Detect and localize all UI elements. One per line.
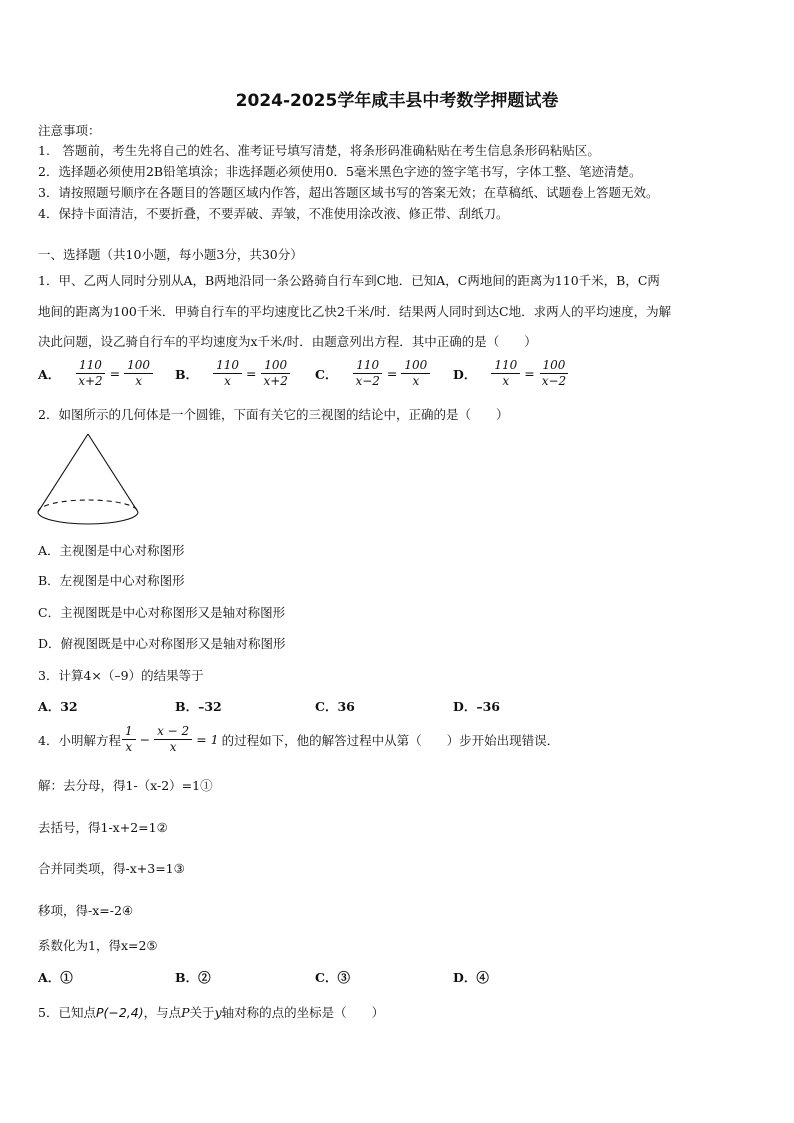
q4-option-b[interactable]: B．② (175, 970, 211, 985)
q1-option-a[interactable]: A． $\frac{110}{x+2}$ = $\frac{100}{x}$ (38, 358, 154, 389)
notice-heading: 注意事项： (38, 123, 101, 138)
q5-stem: 5．已知点P(−2,4)，与点P关于y轴对称的点的坐标是（ ） (38, 1005, 385, 1020)
fraction: $\frac{110}{x}$ (491, 358, 520, 389)
fraction: $\frac{1}{x}$ (122, 724, 136, 755)
option-label: C． (315, 366, 338, 382)
point-p-coords: P(−2,4) (95, 1005, 144, 1020)
option-label: D． (453, 366, 477, 382)
q1-option-c[interactable]: C． $\frac{110}{x-2}$ = $\frac{100}{x}$ (315, 358, 431, 389)
q4-step: 解：去分母，得1-（x-2）=1① (38, 778, 213, 793)
q4-step: 系数化为1，得x=2⑤ (38, 938, 158, 953)
q4-suffix: 的过程如下，他的解答过程中从第（ ）步开始出现错误． (221, 732, 560, 748)
q4-option-c[interactable]: C．③ (315, 970, 350, 985)
fraction: $\frac{110}{x+2}$ (75, 358, 105, 389)
q1-stem-line: 1．甲、乙两人同时分别从A，B两地沿同一条公路骑自行车到C地．已知A，C两地间的距离为110千米，B，C两 (38, 273, 660, 288)
q4-option-d[interactable]: D．④ (453, 970, 489, 985)
option-label: A． (38, 366, 61, 382)
q3-option-a[interactable]: A．32 (38, 699, 78, 714)
q1-option-b[interactable]: B． $\frac{110}{x}$ = $\frac{100}{x+2}$ (175, 358, 292, 389)
q4-prefix: 4．小明解方程 (38, 732, 121, 748)
fraction: $\frac{110}{x}$ (213, 358, 242, 389)
q1-stem-line: 决此问题，设乙骑自行车的平均速度为x千米/时．由题意列出方程．其中正确的是（ ） (38, 334, 537, 349)
fraction: $\frac{110}{x-2}$ (352, 358, 382, 389)
q2-option-b[interactable]: B．左视图是中心对称图形 (38, 573, 185, 588)
q2-option-c[interactable]: C．主视图既是中心对称图形又是轴对称图形 (38, 605, 286, 620)
page-title: 2024-2025学年咸丰县中考数学押题试卷 (235, 91, 559, 111)
notice-item: 1. 答题前，考生先将自己的姓名、准考证号填写清楚，将条形码准确粘贴在考生信息条形码粘贴区。 (38, 143, 600, 158)
q4-step: 合并同类项，得-x+3=1③ (38, 861, 185, 876)
q3-option-d[interactable]: D．–36 (453, 699, 500, 714)
q1-option-d[interactable]: D． $\frac{110}{x}$ = $\frac{100}{x-2}$ (453, 358, 570, 389)
q4-option-a[interactable]: A．① (38, 970, 73, 985)
q3-option-c[interactable]: C．36 (315, 699, 355, 714)
q2-option-d[interactable]: D．俯视图既是中心对称图形又是轴对称图形 (38, 636, 286, 651)
notice-item: 3．请按照题号顺序在各题目的答题区域内作答，超出答题区域书写的答案无效；在草稿纸、试题卷上答题无效。 (38, 185, 659, 200)
fraction: $\frac{x - 2}{x}$ (154, 724, 192, 755)
q1-stem-line: 地间的距离为100千米．甲骑自行车的平均速度比乙快2千米/时．结果两人同时到达C地．求两人的平均速度，为解 (38, 304, 672, 319)
q2-option-a[interactable]: A．主视图是中心对称图形 (38, 543, 185, 558)
fraction: $\frac{100}{x-2}$ (539, 358, 569, 389)
q3-option-b[interactable]: B．–32 (175, 699, 222, 714)
cone-figure (34, 428, 146, 532)
q3-stem: 3．计算4×（–9）的结果等于 (38, 668, 204, 683)
q4-step: 去括号，得1-x+2=1② (38, 820, 168, 835)
fraction: $\frac{100}{x+2}$ (260, 358, 290, 389)
section-heading: 一、选择题（共10小题，每小题3分，共30分） (38, 247, 303, 262)
notice-item: 4．保持卡面清洁，不要折叠，不要弄破、弄皱，不准使用涂改液、修正带、刮纸刀。 (38, 206, 509, 221)
fraction: $\frac{100}{x}$ (124, 358, 153, 389)
q2-stem: 2．如图所示的几何体是一个圆锥，下面有关它的三视图的结论中，正确的是（ ） (38, 407, 509, 422)
notice-item: 2．选择题必须使用2B铅笔填涂；非选择题必须使用0．5毫米黑色字迹的签字笔书写，字体工整、笔迹清楚。 (38, 164, 642, 179)
option-label: B． (175, 366, 199, 382)
fraction: $\frac{100}{x}$ (401, 358, 430, 389)
q4-step: 移项，得-x=-2④ (38, 903, 134, 918)
q4-stem: 4．小明解方程 $\frac{1}{x}$ − $\frac{x - 2}{x}$ = 1 的过程如下，他的解答过程中从第（ ）步开始出现错误． (38, 724, 560, 754)
